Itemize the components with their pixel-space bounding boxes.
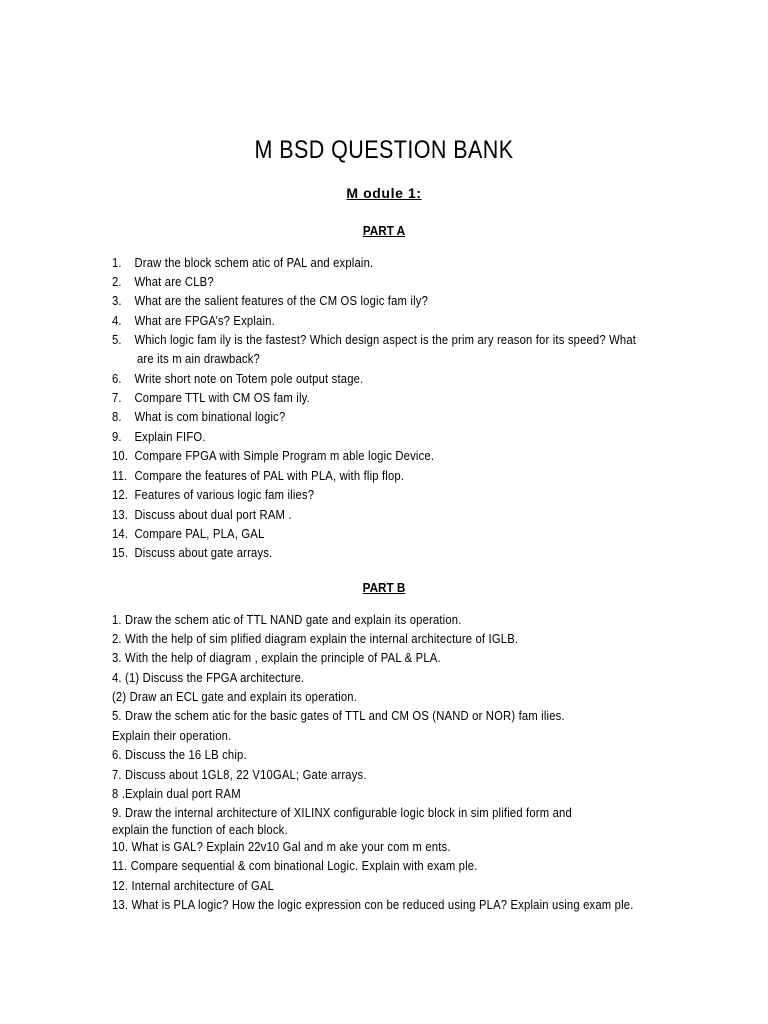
- question-number: 12.: [112, 488, 129, 502]
- list-item: [112, 331, 636, 350]
- question-number: 3.: [112, 294, 122, 308]
- part-a-heading: PART A: [362, 223, 406, 238]
- question-text: What are FPGA’s? Explain.: [134, 314, 275, 328]
- question-text: Which logic fam ily is the fastest? Which design aspect is the prim ary reason for its speed? What: [134, 333, 637, 347]
- list-item: [112, 292, 428, 311]
- question-text: Discuss about dual port RAM .: [134, 508, 292, 522]
- list-item: explain the function of each block.: [112, 823, 288, 837]
- list-item: [112, 408, 285, 427]
- list-item: 1. Draw the schem atic of TTL NAND gate and explain its operation.: [112, 613, 462, 627]
- question-number: 9.: [112, 430, 122, 444]
- list-item: [112, 544, 272, 563]
- list-item: [112, 254, 373, 273]
- list-item: [112, 389, 310, 408]
- list-item: 8 .Explain dual port RAM: [112, 787, 241, 801]
- question-number: 15.: [112, 546, 129, 560]
- question-number: 10.: [112, 449, 129, 463]
- question-number: 1.: [112, 256, 122, 270]
- list-item: Explain their operation.: [112, 729, 232, 743]
- part-b-heading: PART B: [362, 580, 406, 595]
- list-item: 4. (1) Discuss the FPGA architecture.: [112, 671, 305, 685]
- question-number: 14.: [112, 527, 129, 541]
- question-text: What is com binational logic?: [134, 410, 286, 424]
- question-text: Write short note on Totem pole output stage.: [134, 372, 364, 386]
- list-item: [112, 447, 434, 466]
- question-text: What are CLB?: [134, 275, 214, 289]
- list-item: [112, 370, 363, 389]
- list-item: (2) Draw an ECL gate and explain its operation.: [112, 690, 358, 704]
- list-item: [112, 525, 264, 544]
- question-text: Explain FIFO.: [134, 430, 206, 444]
- list-item: 7. Discuss about 1GL8, 22 V10GAL; Gate arrays.: [112, 768, 367, 782]
- list-item: 3. With the help of diagram , explain the principle of PAL & PLA.: [112, 651, 441, 665]
- list-item: [112, 312, 275, 331]
- list-item: 5. Draw the schem atic for the basic gates of TTL and CM OS (NAND or NOR) fam ilies.: [112, 709, 565, 723]
- question-text: What are the salient features of the CM OS logic fam ily?: [134, 294, 429, 308]
- question-number: 11.: [112, 469, 128, 483]
- question-text: Compare FPGA with Simple Program m able logic Device.: [134, 449, 435, 463]
- list-item: 2. With the help of sim plified diagram explain the internal architecture of IGLB.: [112, 632, 519, 646]
- question-number: 2.: [112, 275, 122, 289]
- question-text: Features of various logic fam ilies?: [134, 488, 315, 502]
- question-continuation: are its m ain drawback?: [137, 352, 260, 366]
- list-item: [112, 506, 292, 525]
- list-item: [112, 486, 314, 505]
- list-item: [112, 467, 404, 486]
- list-item: 12. Internal architecture of GAL: [112, 879, 275, 893]
- module-heading: M odule 1:: [346, 185, 422, 201]
- list-item: 9. Draw the internal architecture of XILINX configurable logic block in sim plified form and: [112, 806, 572, 820]
- list-item: 6. Discuss the 16 LB chip.: [112, 748, 247, 762]
- list-item: 10. What is GAL? Explain 22v10 Gal and m ake your com m ents.: [112, 840, 451, 854]
- question-text: Compare TTL with CM OS fam ily.: [134, 391, 310, 405]
- question-text: Compare the features of PAL with PLA, with flip flop.: [134, 469, 405, 483]
- question-text: Draw the block schem atic of PAL and explain.: [134, 256, 374, 270]
- question-number: 8.: [112, 410, 122, 424]
- list-item: [112, 273, 214, 292]
- question-number: 13.: [112, 508, 129, 522]
- question-text: Discuss about gate arrays.: [134, 546, 273, 560]
- question-text: Compare PAL, PLA, GAL: [134, 527, 265, 541]
- list-item: 13. What is PLA logic? How the logic expression con be reduced using PLA? Explain using exam ple.: [112, 898, 634, 912]
- page-title: M BSD QUESTION BANK: [254, 136, 514, 164]
- question-number: 4.: [112, 314, 122, 328]
- list-item: 11. Compare sequential & com binational Logic. Explain with exam ple.: [112, 859, 478, 873]
- list-item: [112, 428, 206, 447]
- question-number: 7.: [112, 391, 122, 405]
- question-number: 5.: [112, 333, 122, 347]
- question-number: 6.: [112, 372, 122, 386]
